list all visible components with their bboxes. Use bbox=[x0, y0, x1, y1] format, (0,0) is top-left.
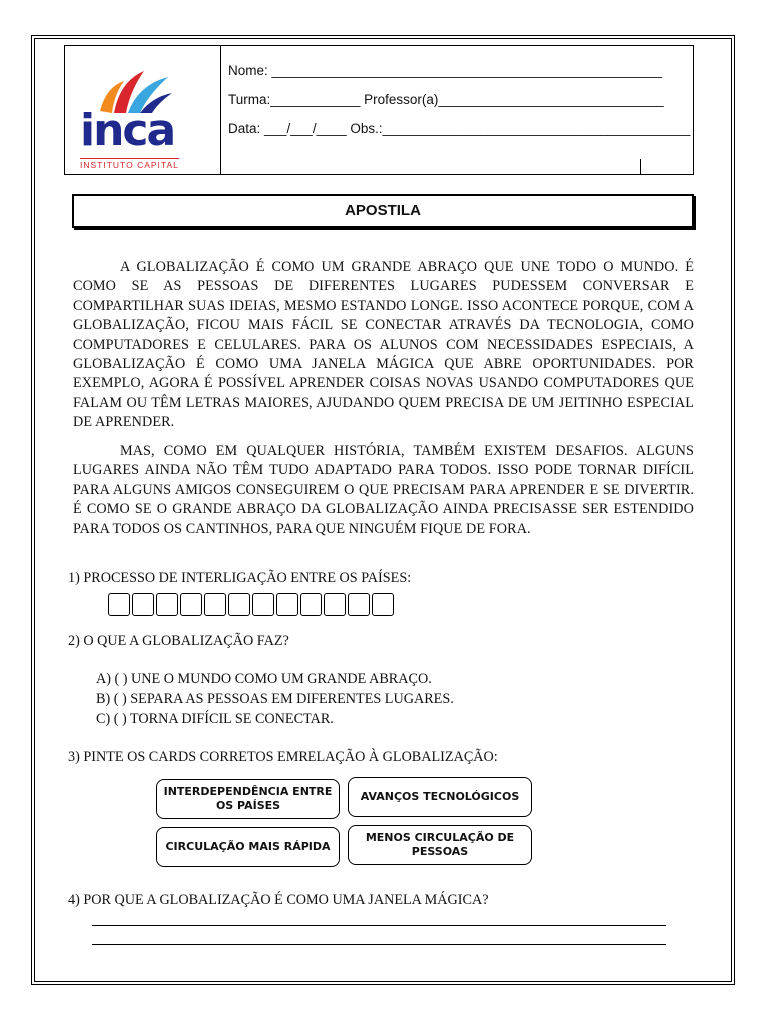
date-obs-field[interactable]: Data: ___/___/____ Obs.:_________________________________________ bbox=[228, 121, 691, 136]
card-less-circulation[interactable]: MENOS CIRCULAÇÃO DE PESSOAS bbox=[348, 825, 532, 865]
answer-line[interactable] bbox=[92, 944, 666, 945]
question-2: 2) O QUE A GLOBALIZAÇÃO FAZ? bbox=[68, 633, 289, 649]
answer-letter-boxes[interactable] bbox=[108, 593, 394, 616]
option-b[interactable]: B) ( ) SEPARA AS PESSOAS EM DIFERENTES LUGARES. bbox=[96, 691, 454, 707]
option-a[interactable]: A) ( ) UNE O MUNDO COMO UM GRANDE ABRAÇO. bbox=[96, 671, 432, 687]
card-faster-circulation[interactable]: CIRCULAÇÃO MAIS RÁPIDA bbox=[156, 827, 340, 867]
letter-box[interactable] bbox=[108, 593, 130, 616]
answer-line[interactable] bbox=[92, 925, 666, 926]
logo-wordmark: inca bbox=[80, 105, 175, 156]
paragraph-2: MAS, COMO EM QUALQUER HISTÓRIA, TAMBÉM EXISTEM DESAFIOS. ALGUNS LUGARES AINDA NÃO TÊM TUDO ADAPTADO PARA TODOS. ISSO PODE TORNAR DIFÍCIL PARA ALGUNS AMIGOS CONSEGUIREM O QUE PRECISAM PARA APRENDER E SE DIVERTIR. É COMO SE O GRANDE ABRAÇO DA GLOBALIZAÇÃO AINDA PRECISASSE SER ESTENDIDO PARA TODOS OS CANTINHOS, PARA QUE NINGUÉM FIQUE DE FORA. bbox=[73, 443, 694, 537]
question-3: 3) PINTE OS CARDS CORRETOS EMRELAÇÃO À GLOBALIZAÇÃO: bbox=[68, 749, 498, 765]
card-interdependence[interactable]: INTERDEPENDÊNCIA ENTRE OS PAÍSES bbox=[156, 779, 340, 819]
letter-box[interactable] bbox=[132, 593, 154, 616]
question-1: 1) PROCESSO DE INTERLIGAÇÃO ENTRE OS PAÍSES: bbox=[68, 570, 412, 586]
page-title: APOSTILA bbox=[72, 194, 694, 228]
logo-subtitle: INSTITUTO CAPITAL bbox=[80, 160, 179, 170]
letter-box[interactable] bbox=[348, 593, 370, 616]
question-4: 4) POR QUE A GLOBALIZAÇÃO É COMO UMA JANELA MÁGICA? bbox=[68, 892, 489, 908]
logo-cell bbox=[64, 45, 221, 175]
letter-box[interactable] bbox=[372, 593, 394, 616]
letter-box[interactable] bbox=[300, 593, 322, 616]
name-field[interactable]: Nome: ____________________________________________________ bbox=[228, 63, 662, 78]
letter-box[interactable] bbox=[204, 593, 226, 616]
letter-box[interactable] bbox=[324, 593, 346, 616]
paragraph-1: A GLOBALIZAÇÃO É COMO UM GRANDE ABRAÇO QUE UNE TODO O MUNDO. É COMO SE AS PESSOAS DE DIFERENTES LUGARES PUDESSEM CONVERSAR E COMPARTILHAR SUAS IDEIAS, MESMO ESTANDO LONGE. ISSO ACONTECE PORQUE, COM A GLOBALIZAÇÃO, FICOU MAIS FÁCIL SE CONECTAR ATRAVÉS DA TECNOLOGIA, COMO COMPUTADORES E CELULARES. PARA OS ALUNOS COM NECESSIDADES ESPECIAIS, A GLOBALIZAÇÃO É COMO UMA JANELA MÁGICA QUE ABRE OPORTUNIDADES. POR EXEMPLO, AGORA É POSSÍVEL APRENDER COISAS NOVAS USANDO COMPUTADORES QUE FALAM OU TÊM LETRAS MAIORES, AJUDANDO QUEM PRECISA DE UM JEITINHO ESPECIAL DE APRENDER. bbox=[73, 259, 694, 431]
letter-box[interactable] bbox=[228, 593, 250, 616]
option-c[interactable]: C) ( ) TORNA DIFÍCIL SE CONECTAR. bbox=[96, 711, 334, 727]
letter-box[interactable] bbox=[252, 593, 274, 616]
letter-box[interactable] bbox=[180, 593, 202, 616]
card-tech-advances[interactable]: AVANÇOS TECNOLÓGICOS bbox=[348, 777, 532, 817]
text-block-2 bbox=[73, 442, 694, 539]
class-teacher-field[interactable]: Turma:____________ Professor(a)______________________________ bbox=[228, 92, 664, 107]
text-block bbox=[73, 258, 694, 433]
letter-box[interactable] bbox=[156, 593, 178, 616]
letter-box[interactable] bbox=[276, 593, 298, 616]
